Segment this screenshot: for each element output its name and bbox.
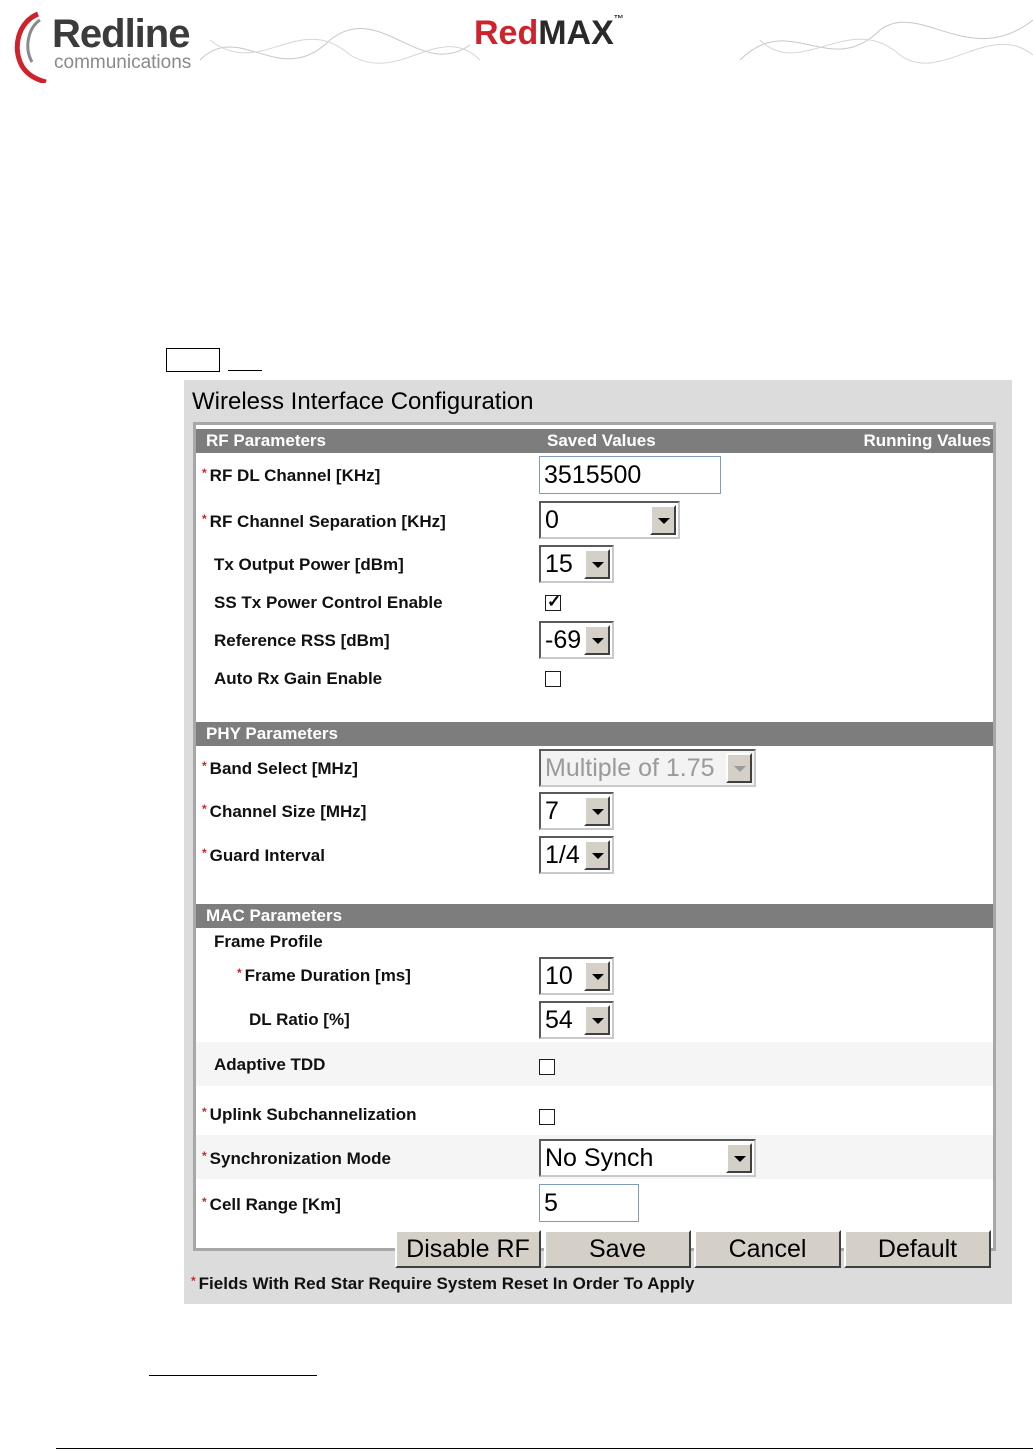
required-star: * [202, 846, 207, 860]
default-button[interactable]: Default [844, 1230, 991, 1268]
label-band-select [202, 759, 358, 779]
chevron-down-icon[interactable] [584, 961, 610, 991]
channel-size-select[interactable] [539, 792, 614, 830]
chevron-down-icon[interactable] [650, 505, 676, 535]
select-value: 10 [545, 962, 573, 990]
label-text: Uplink Subchannelization [209, 1105, 417, 1124]
label-guard-interval [202, 846, 325, 866]
label-text: Band Select [MHz] [209, 759, 358, 778]
label-tx-output-power: Tx Output Power [dBm] [214, 555, 404, 574]
label-adaptive-tdd: Adaptive TDD [214, 1055, 326, 1074]
required-star: * [202, 1195, 207, 1209]
required-star: * [202, 1105, 207, 1119]
required-star: * [202, 1149, 207, 1163]
select-value: 54 [545, 1006, 573, 1034]
select-value: 15 [545, 550, 573, 578]
company-name: Redline [52, 12, 190, 56]
label-text: RF DL Channel [KHz] [209, 466, 381, 485]
column-saved-values: Saved Values [547, 431, 656, 450]
chevron-down-icon[interactable] [584, 840, 610, 870]
tx-output-power-select[interactable] [539, 545, 614, 583]
select-value: 0 [545, 506, 559, 534]
save-button[interactable]: Save [544, 1230, 691, 1268]
footnote-text: Fields With Red Star Require System Reset In Order To Apply [198, 1274, 695, 1293]
frame-duration-select[interactable] [539, 957, 614, 995]
required-star: * [237, 966, 242, 980]
label-ss-tx-power-control: SS Tx Power Control Enable [214, 593, 443, 612]
cancel-button[interactable]: Cancel [694, 1230, 841, 1268]
label-text: Synchronization Mode [209, 1149, 392, 1168]
dl-ratio-select[interactable] [539, 1001, 614, 1039]
section-header-mac [196, 904, 993, 928]
required-star: * [191, 1274, 196, 1288]
footer-rule [56, 1448, 1033, 1449]
section-title-mac: MAC Parameters [206, 906, 343, 925]
nav-underline [228, 370, 262, 371]
label-rf-channel-separation [202, 512, 446, 532]
adaptive-tdd-checkbox[interactable] [539, 1059, 555, 1075]
chevron-down-icon[interactable] [584, 796, 610, 826]
chevron-down-icon[interactable] [584, 1005, 610, 1035]
label-text: Frame Duration [ms] [244, 966, 411, 985]
disable-rf-button[interactable]: Disable RF [395, 1230, 541, 1268]
config-form [193, 422, 996, 1263]
panel-title: Wireless Interface Configuration [192, 388, 534, 415]
auto-rx-gain-checkbox[interactable] [545, 671, 561, 687]
required-star: * [202, 802, 207, 816]
label-synchronization-mode [202, 1149, 391, 1169]
nav-box [166, 348, 220, 372]
label-auto-rx-gain: Auto Rx Gain Enable [214, 669, 383, 688]
check-icon: ✓ [547, 592, 562, 611]
section-title-rf: RF Parameters [206, 431, 327, 450]
uplink-subchannelization-checkbox[interactable] [539, 1109, 555, 1125]
cell-range-input[interactable]: 5 [539, 1184, 639, 1222]
product-logo-max: MAX [538, 14, 614, 52]
select-value: Multiple of 1.75 [545, 754, 715, 782]
redmax-logo [474, 14, 624, 53]
required-star: * [202, 512, 207, 526]
synchronization-mode-select[interactable] [539, 1139, 756, 1177]
footer-underline [149, 1375, 317, 1376]
required-star: * [202, 466, 207, 480]
rf-dl-channel-input[interactable]: 3515500 [539, 456, 721, 494]
chevron-down-icon[interactable] [584, 625, 610, 655]
wireless-config-panel [184, 380, 1012, 1304]
chevron-down-icon[interactable] [726, 1143, 752, 1173]
chevron-down-icon [726, 753, 752, 783]
select-value: 7 [545, 797, 559, 825]
label-channel-size [202, 802, 366, 822]
trademark: ™ [613, 14, 624, 25]
section-title-phy: PHY Parameters [206, 724, 338, 743]
label-frame-duration [237, 966, 411, 986]
label-frame-profile: Frame Profile [214, 932, 323, 951]
label-dl-ratio: DL Ratio [%] [249, 1010, 350, 1029]
select-value: -69 [545, 626, 582, 654]
section-header-rf [196, 429, 993, 453]
label-text: Guard Interval [209, 846, 325, 865]
column-running-values: Running Values [863, 431, 991, 450]
label-reference-rss: Reference RSS [dBm] [214, 631, 390, 650]
label-text: Cell Range [Km] [209, 1195, 341, 1214]
rf-channel-separation-select[interactable] [539, 501, 680, 539]
required-fields-note [191, 1274, 694, 1294]
label-text: RF Channel Separation [KHz] [209, 512, 446, 531]
label-cell-range [202, 1195, 341, 1215]
guard-interval-select[interactable] [539, 836, 614, 874]
product-logo-red: Red [474, 14, 539, 52]
required-star: * [202, 759, 207, 773]
label-uplink-subchannelization [202, 1105, 417, 1125]
label-rf-dl-channel [202, 466, 380, 486]
select-value: No Synch [545, 1144, 654, 1172]
label-text: Channel Size [MHz] [209, 802, 367, 821]
select-value: 1/4 [545, 841, 580, 869]
chevron-down-icon[interactable] [584, 549, 610, 579]
section-header-phy [196, 722, 993, 746]
reference-rss-select[interactable] [539, 621, 614, 659]
company-subtitle: communications [54, 52, 192, 73]
band-select-select [539, 749, 756, 787]
ss-tx-power-control-checkbox[interactable] [545, 592, 562, 611]
